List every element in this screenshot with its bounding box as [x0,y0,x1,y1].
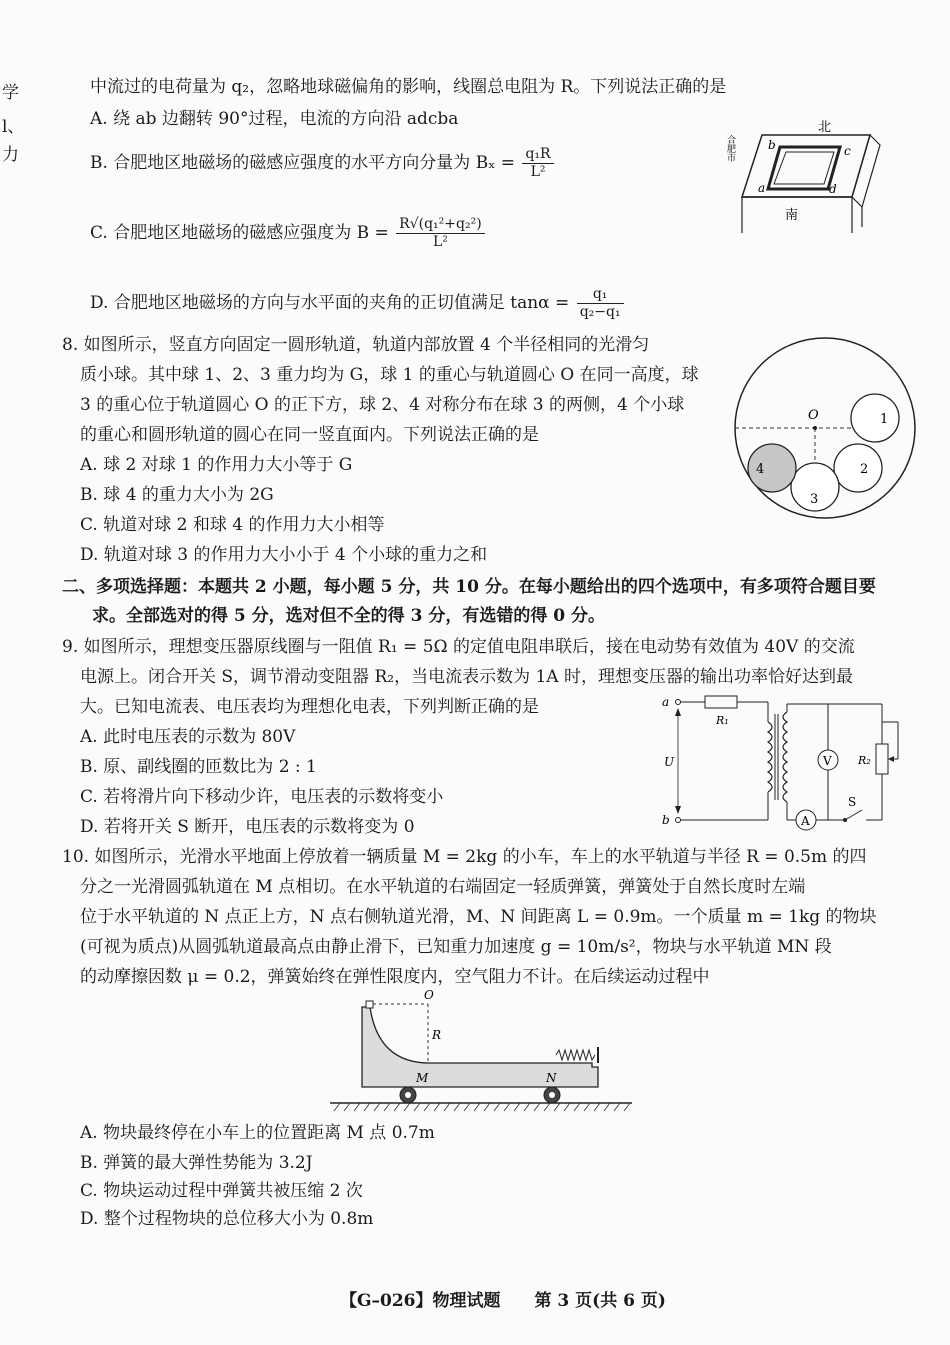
q7-d-den: q₂−q₁ [579,304,621,320]
q9-option-c: C. 若将滑片向下移动少许，电压表的示数将变小 [80,787,444,807]
q8-option-d: D. 轨道对球 3 的作用力大小小于 4 个小球的重力之和 [80,545,488,565]
q10-line-1: 10. 如图所示，光滑水平地面上停放着一辆质量 M = 2kg 的小车，车上的水平轨道与半径 R = 0.5m 的四 [62,847,867,867]
section-2-heading-line-1: 二、多项选择题：本题共 2 小题，每小题 5 分，共 10 分。在每小题给出的四个选项中，有多项符合题目要 [62,577,876,597]
q8-option-a: A. 球 2 对球 1 的作用力大小等于 G [80,455,353,475]
q8-option-c: C. 轨道对球 2 和球 4 的作用力大小相等 [80,515,385,535]
q7-fig-north: 北 [818,120,832,135]
q9-rheostat-r2 [876,744,888,774]
q9-circuit-figure [660,692,910,837]
q9-resistor-r1 [705,696,737,708]
q9-fig-b: b [662,813,670,827]
q7-option-d-fraction [577,286,624,321]
q10-line-2: 分之一光滑圆弧轨道在 M 点相切。在水平轨道的右端固定一轻质弹簧，弹簧处于自然长度时左端 [80,877,806,897]
q10-fig-m: M [416,1071,429,1085]
margin-char-2: l、 [2,117,25,137]
q9-option-a: A. 此时电压表的示数为 80V [80,727,296,747]
q7-option-a: A. 绕 ab 边翻转 90°过程，电流的方向沿 adcba [90,109,459,129]
q8-fig-center-o: O [808,408,819,423]
q8-option-b: B. 球 4 的重力大小为 2G [80,485,274,505]
q9-fig-r1: R₁ [716,714,729,727]
q8-line-1: 8. 如图所示，竖直方向固定一圆形轨道，轨道内部放置 4 个半径相同的光滑匀 [62,335,650,355]
q10-spring [556,1050,595,1060]
q8-ball-1 [851,394,899,442]
q7-fig-b: b [768,138,776,152]
q9-fig-ammeter-a: A [801,814,810,828]
q7-option-b-fraction [522,146,553,181]
q10-line-4: (可视为质点)从圆弧轨道最高点由静止滑下，已知重力加速度 g = 10m/s²，物块与水平轨道 MN 段 [80,937,832,957]
q9-line-2: 电源上。闭合开关 S，调节滑动变阻器 R₂，当电流表示数为 1A 时，理想变压器的输出功率恰好达到最 [80,667,853,687]
q8-line-4: 的重心和圆形轨道的圆心在同一竖直面内。下列说法正确的是 [80,425,539,445]
q7-option-c [90,216,487,251]
q10-line-5: 的动摩擦因数 μ = 0.2，弹簧始终在弹性限度内，空气阻力不计。在后续运动过程中 [80,967,710,987]
q8-ball-2-label: 2 [860,462,869,477]
q7-coil-figure [725,115,890,240]
q8-ball-4-label: 4 [756,462,765,477]
q10-option-d: D. 整个过程物块的总位移大小为 0.8m [80,1209,374,1229]
section-2-heading-line-2: 求。全部选对的得 5 分，选对但不全的得 3 分，有选错的得 0 分。 [92,606,605,626]
q10-fig-n: N [546,1071,557,1085]
q9-line-1: 9. 如图所示，理想变压器原线圈与一阻值 R₁ = 5Ω 的定值电阻串联后，接在电动势有效值为 40V 的交流 [62,637,855,657]
q8-line-3: 3 的重心位于轨道圆心 O 的正下方，球 2、4 对称分布在球 3 的两侧，4 个小球 [80,395,685,415]
q7-b-den: L² [530,164,546,180]
q7-fig-a: a [758,181,766,195]
q10-option-b: B. 弹簧的最大弹性势能为 3.2J [80,1153,313,1173]
q7-fig-c: c [844,144,851,158]
q7-b-num: q₁R [522,146,553,164]
q9-line-3: 大。已知电流表、电压表均为理想化电表，下列判断正确的是 [80,697,539,717]
q10-line-3: 位于水平轨道的 N 点正上方，N 点右侧轨道光滑，M、N 间距离 L = 0.9m。一个质量 m = 1kg 的物块 [80,907,877,927]
q9-fig-voltmeter-v: V [823,754,832,768]
q7-option-d [90,286,626,321]
q8-ball-1-label: 1 [880,412,889,427]
q7-fig-side-label: 合肥市 [725,135,735,162]
q7-c-den: L² [432,234,448,250]
q8-line-2: 质小球。其中球 1、2、3 重力均为 G，球 1 的重心与轨道圆心 O 在同一高度，球 [80,365,699,385]
q10-cart-figure [330,988,640,1115]
page-footer: 【G–026】物理试题 第 3 页(共 6 页) [340,1291,666,1311]
q9-option-b: B. 原、副线圈的匝数比为 2 : 1 [80,757,317,777]
margin-char-3: 力 [2,145,19,165]
q7-fig-d: d [829,182,837,196]
q8-ball-2 [834,444,882,492]
q7-c-num: R√(q₁²+q₂²) [396,216,485,234]
q9-fig-a: a [662,695,670,709]
q9-fig-u: U [664,755,675,769]
q7-d-num: q₁ [577,286,624,304]
q8-ball-3-label: 3 [810,492,819,507]
q7-option-b [90,146,556,181]
q9-option-d: D. 若将开关 S 断开，电压表的示数将变为 0 [80,817,415,837]
q8-track-figure [730,335,920,525]
q9-fig-switch-s: S [848,795,857,809]
q7-option-c-text: C. 合肥地区地磁场的磁感应强度为 B = [90,223,389,243]
q7-fig-south: 南 [785,208,799,223]
q7-option-d-text: D. 合肥地区地磁场的方向与水平面的夹角的正切值满足 tanα = [90,293,570,313]
margin-char-1: 学 [2,83,19,103]
q10-option-c: C. 物块运动过程中弹簧共被压缩 2 次 [80,1181,363,1201]
q10-fig-o: O [424,988,434,1002]
q9-fig-r2: R₂ [858,754,871,767]
q10-option-a: A. 物块最终停在小车上的位置距离 M 点 0.7m [80,1123,435,1143]
q10-fig-r: R [432,1028,442,1042]
q7-option-c-fraction [396,216,485,251]
q7-stem: 中流过的电荷量为 q₂，忽略地球磁偏角的影响，线圈总电阻为 R。下列说法正确的是 [90,77,727,97]
q7-option-b-text: B. 合肥地区地磁场的磁感应强度的水平方向分量为 Bₓ = [90,153,516,173]
q10-block [366,1001,373,1008]
